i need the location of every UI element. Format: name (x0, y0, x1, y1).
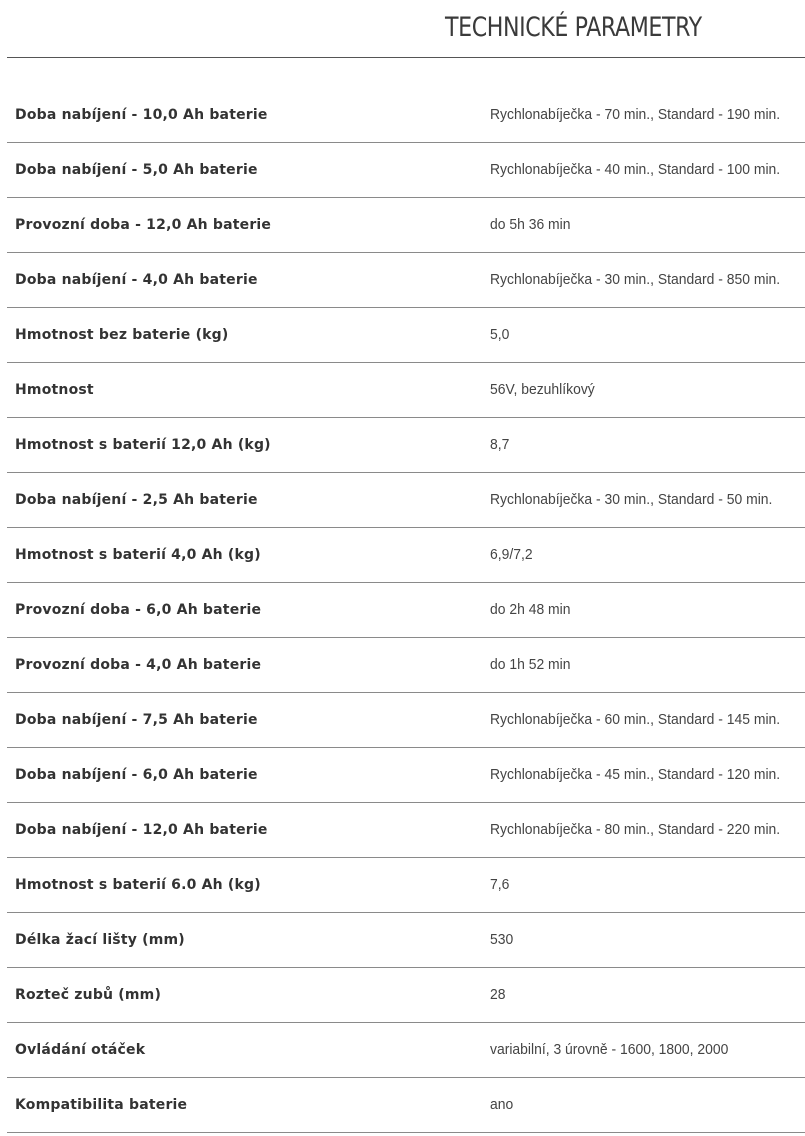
table-row (7, 143, 805, 198)
parameter-label: Rozteč zubů (mm) (15, 987, 162, 1003)
table-row (7, 858, 805, 913)
parameter-label: Doba nabíjení - 5,0 Ah baterie (15, 162, 258, 178)
table-row (7, 913, 805, 968)
parameter-value: Rychlonabíječka - 30 min., Standard - 850 min. (490, 272, 781, 288)
parameter-label: Hmotnost s baterií 6.0 Ah (kg) (15, 877, 261, 893)
parameter-label: Kompatibilita baterie (15, 1097, 188, 1113)
parameter-label: Doba nabíjení - 6,0 Ah baterie (15, 767, 258, 783)
parameter-value: ano (490, 1097, 514, 1113)
parameter-label: Hmotnost bez baterie (kg) (15, 327, 229, 343)
parameter-label: Hmotnost s baterií 12,0 Ah (kg) (15, 437, 271, 453)
table-row (7, 968, 805, 1023)
parameter-label: Hmotnost s baterií 4,0 Ah (kg) (15, 547, 261, 563)
parameter-value: 56V, bezuhlíkový (490, 382, 595, 398)
parameter-label: Ovládání otáček (15, 1042, 146, 1058)
table-row (7, 748, 805, 803)
parameter-label: Doba nabíjení - 4,0 Ah baterie (15, 272, 258, 288)
table-row (7, 88, 805, 143)
parameter-value: 28 (490, 987, 506, 1003)
parameter-value: Rychlonabíječka - 80 min., Standard - 220 min. (490, 822, 781, 838)
parameter-value: 530 (490, 932, 514, 948)
table-row (7, 1078, 805, 1133)
parameter-value: Rychlonabíječka - 30 min., Standard - 50 min. (490, 492, 773, 508)
parameter-label: Provozní doba - 6,0 Ah baterie (15, 602, 262, 618)
parameter-label: Provozní doba - 12,0 Ah baterie (15, 217, 272, 233)
parameter-value: Rychlonabíječka - 70 min., Standard - 190 min. (490, 107, 781, 123)
parameter-value: variabilní, 3 úrovně - 1600, 1800, 2000 (490, 1042, 729, 1058)
table-row (7, 528, 805, 583)
table-row (7, 583, 805, 638)
section-header (7, 0, 805, 58)
parameter-value: 5,0 (490, 327, 510, 343)
parameter-value: 8,7 (490, 437, 510, 453)
page-title: TECHNICKÉ PARAMETRY (445, 12, 702, 43)
parameter-label: Doba nabíjení - 7,5 Ah baterie (15, 712, 258, 728)
table-row (7, 803, 805, 858)
table-row (7, 473, 805, 528)
table-row (7, 253, 805, 308)
table-row (7, 638, 805, 693)
parameter-value: Rychlonabíječka - 60 min., Standard - 145 min. (490, 712, 781, 728)
parameter-value: do 5h 36 min (490, 217, 571, 233)
table-row (7, 418, 805, 473)
parameter-value: 7,6 (490, 877, 510, 893)
table-row (7, 693, 805, 748)
parameter-value: do 2h 48 min (490, 602, 571, 618)
parameter-label: Délka žací lišty (mm) (15, 932, 185, 948)
parameter-value: do 1h 52 min (490, 657, 571, 673)
parameter-label: Doba nabíjení - 12,0 Ah baterie (15, 822, 268, 838)
parameter-label: Hmotnost (15, 382, 94, 398)
table-row (7, 1023, 805, 1078)
parameter-value: Rychlonabíječka - 40 min., Standard - 100 min. (490, 162, 781, 178)
table-row (7, 198, 805, 253)
table-row (7, 308, 805, 363)
parameter-label: Doba nabíjení - 10,0 Ah baterie (15, 107, 268, 123)
parameter-label: Provozní doba - 4,0 Ah baterie (15, 657, 262, 673)
parameter-value: 6,9/7,2 (490, 547, 533, 563)
parameter-label: Doba nabíjení - 2,5 Ah baterie (15, 492, 258, 508)
table-row (7, 363, 805, 418)
parameter-value: Rychlonabíječka - 45 min., Standard - 120 min. (490, 767, 781, 783)
parameters-table (7, 88, 805, 1133)
